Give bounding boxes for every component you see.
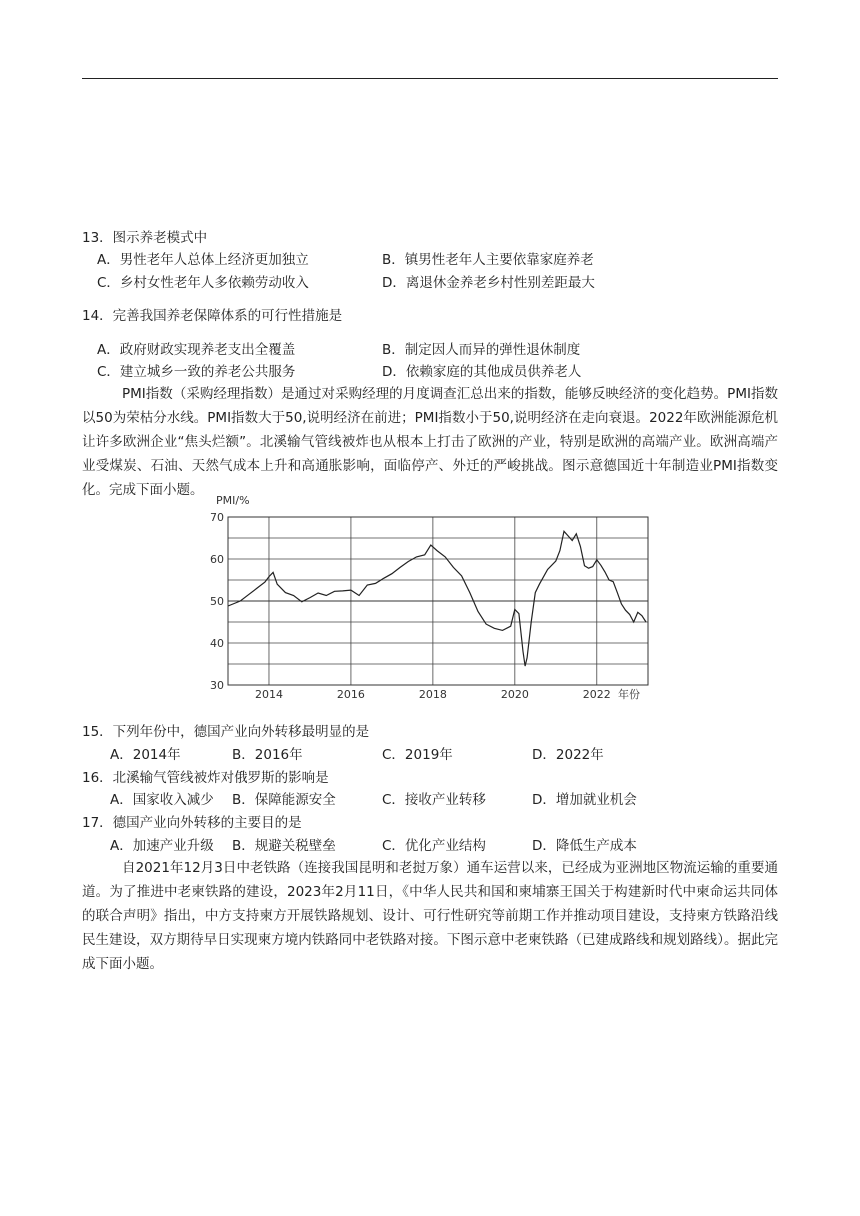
pmi-y-tick-60: 60 bbox=[210, 553, 224, 566]
q17-option-b[interactable]: B．规避关税壁垒 bbox=[232, 838, 336, 854]
pmi-x-axis-label: 年份 bbox=[618, 688, 640, 701]
header-rule bbox=[82, 78, 778, 79]
q13-option-b[interactable]: B．镇男性老年人主要依靠家庭养老 bbox=[382, 252, 594, 268]
q14-option-a[interactable]: A．政府财政实现养老支出全覆盖 bbox=[97, 342, 296, 358]
q13-option-a[interactable]: A．男性老年人总体上经济更加独立 bbox=[97, 252, 309, 268]
pmi-y-tick-40: 40 bbox=[210, 637, 224, 650]
q16-option-c[interactable]: C．接收产业转移 bbox=[382, 792, 486, 808]
pmi-chart bbox=[190, 492, 660, 707]
q17-option-a[interactable]: A．加速产业升级 bbox=[110, 838, 214, 854]
railway-passage-text: 自2021年12月3日中老铁路（连接我国昆明和老挝万象）通车运营以来，已经成为亚洲地区物流运输的重要通道。为了推进中老柬铁路的建设，2023年2月11日，《中华人民共和国和柬埔寨王国关于构建新时代中柬命运共同体的联合声明》指出，中方支持柬方开展铁路规划、设计、可行性研究等前期工作并推动项目建设，支持柬方铁路沿线民生建设，双方期待早日实现柬方境内铁路同中老铁路对接。下图示意中老柬铁路（已建成路线和规划路线）。据此完成下面小题。 bbox=[82, 860, 778, 972]
q15-option-c[interactable]: C．2019年 bbox=[382, 747, 453, 763]
pmi-passage-text: PMI指数（采购经理指数）是通过对采购经理的月度调查汇总出来的指数，能够反映经济的变化趋势。PMI指数以50为荣枯分水线。PMI指数大于50,说明经济在前进；PMI指数小于50,说明经济在走向衰退。2022年欧洲能源危机让许多欧洲企业“焦头烂额”。北溪输气管线被炸也从根本上打击了欧洲的产业，特别是欧洲的高端产业。欧洲高端产业受煤炭、石油、天然气成本上升和高通胀影响，面临停产、外迁的严峻挑战。图示意德国近十年制造业PMI指数变化。完成下面小题。 bbox=[82, 386, 778, 498]
q16-option-a[interactable]: A．国家收入减少 bbox=[110, 792, 214, 808]
q14-option-b[interactable]: B．制定因人而异的弹性退休制度 bbox=[382, 342, 581, 358]
q15-option-a[interactable]: A．2014年 bbox=[110, 747, 181, 763]
q14-stem: 14．完善我国养老保障体系的可行性措施是 bbox=[82, 308, 343, 324]
pmi-x-tick-2022: 2022 bbox=[582, 688, 611, 701]
pmi-x-tick-2016: 2016 bbox=[336, 688, 365, 701]
pmi-y-axis-label: PMI/% bbox=[216, 494, 250, 507]
q14-option-c[interactable]: C．建立城乡一致的养老公共服务 bbox=[97, 364, 296, 380]
q16-option-b[interactable]: B．保障能源安全 bbox=[232, 792, 336, 808]
q14-option-d[interactable]: D．依赖家庭的其他成员供养老人 bbox=[382, 364, 582, 380]
pmi-x-tick-labels bbox=[255, 688, 611, 701]
q13-option-d[interactable]: D．离退休金养老乡村性别差距最大 bbox=[382, 275, 595, 291]
railway-passage bbox=[82, 856, 778, 976]
q17-stem: 17．德国产业向外转移的主要目的是 bbox=[82, 815, 302, 831]
pmi-y-tick-labels bbox=[210, 511, 224, 692]
q16-option-d[interactable]: D．增加就业机会 bbox=[532, 792, 637, 808]
q15-option-d[interactable]: D．2022年 bbox=[532, 747, 604, 763]
pmi-x-tick-2014: 2014 bbox=[254, 688, 283, 701]
pmi-x-tick-2018: 2018 bbox=[418, 688, 447, 701]
q17-option-d[interactable]: D．降低生产成本 bbox=[532, 838, 637, 854]
q13-stem: 13．图示养老模式中 bbox=[82, 230, 208, 246]
pmi-y-tick-50: 50 bbox=[210, 595, 224, 608]
pmi-y-tick-70: 70 bbox=[210, 511, 224, 524]
pmi-x-tick-2020: 2020 bbox=[500, 688, 529, 701]
q13-option-c[interactable]: C．乡村女性老年人多依赖劳动收入 bbox=[97, 275, 309, 291]
pmi-passage bbox=[82, 382, 778, 502]
pmi-y-tick-30: 30 bbox=[210, 679, 224, 692]
q15-option-b[interactable]: B．2016年 bbox=[232, 747, 303, 763]
q17-option-c[interactable]: C．优化产业结构 bbox=[382, 838, 486, 854]
q16-stem: 16．北溪输气管线被炸对俄罗斯的影响是 bbox=[82, 770, 329, 786]
q15-stem: 15．下列年份中，德国产业向外转移最明显的是 bbox=[82, 724, 370, 740]
pmi-series-line bbox=[228, 531, 646, 666]
